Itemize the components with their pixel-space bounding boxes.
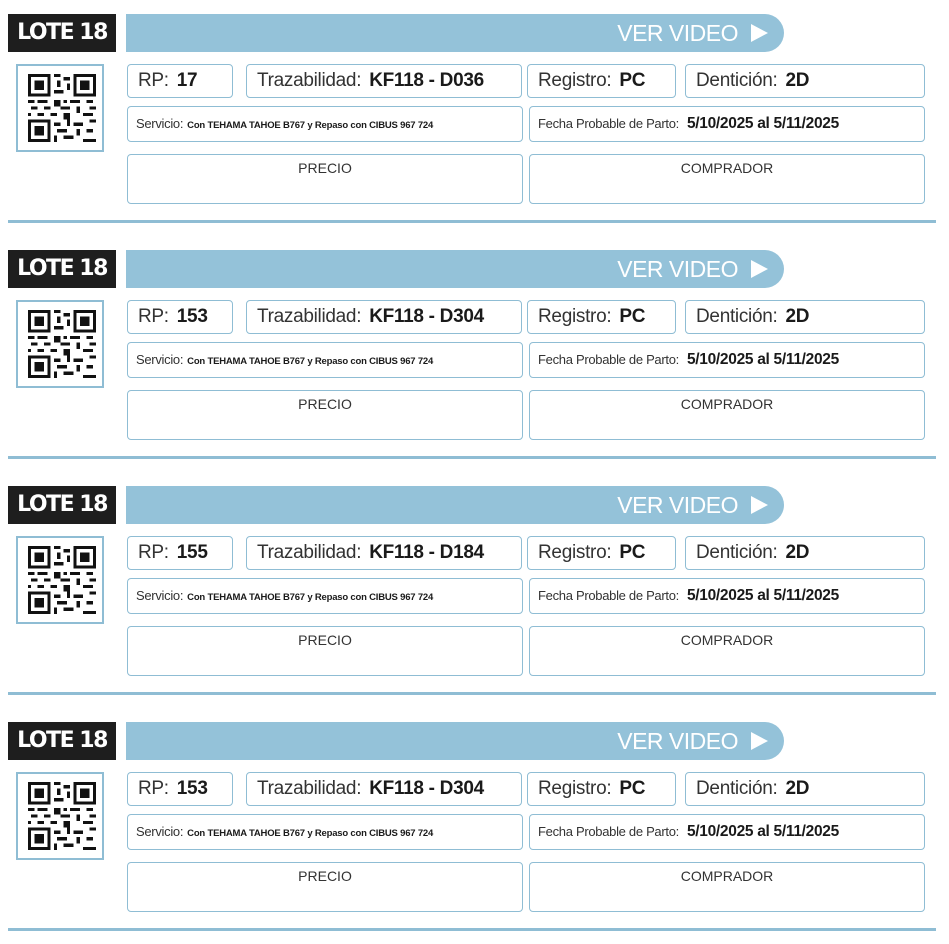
- lote-badge: LOTE 18: [8, 14, 116, 52]
- registro-value: PC: [619, 306, 646, 327]
- registro-value: PC: [619, 70, 646, 91]
- qr-code-icon[interactable]: [16, 536, 104, 624]
- trazabilidad-value: KF118 - D036: [369, 70, 484, 91]
- play-icon: [751, 732, 768, 750]
- servicio-field: [127, 814, 523, 850]
- registro-label: Registro:: [538, 542, 612, 563]
- servicio-value: Con TEHAMA TAHOE B767 y Repaso con CIBUS 967 724: [187, 592, 434, 603]
- denticion-label: Dentición:: [696, 70, 778, 91]
- ver-video-label: VER VIDEO: [617, 20, 738, 46]
- registro-field: [527, 64, 676, 98]
- rp-value: 17: [176, 70, 198, 91]
- trazabilidad-label: Trazabilidad:: [257, 778, 362, 799]
- precio-label: PRECIO: [298, 868, 352, 884]
- comprador-label: COMPRADOR: [680, 868, 774, 884]
- fecha-parto-label: Fecha Probable de Parto:: [538, 588, 679, 603]
- servicio-value: Con TEHAMA TAHOE B767 y Repaso con CIBUS 967 724: [187, 828, 434, 839]
- precio-label: PRECIO: [298, 160, 352, 176]
- comprador-label: COMPRADOR: [680, 160, 774, 176]
- ver-video-label: VER VIDEO: [617, 256, 738, 282]
- fecha-parto-field: [529, 814, 925, 850]
- registro-value: PC: [619, 542, 646, 563]
- lote-badge: LOTE 18: [8, 722, 116, 760]
- qr-code-icon[interactable]: [16, 300, 104, 388]
- trazabilidad-field: [246, 536, 522, 570]
- precio-box[interactable]: [127, 154, 523, 204]
- fecha-parto-field: [529, 342, 925, 378]
- servicio-field: [127, 106, 523, 142]
- fecha-parto-value: 5/10/2025 al 5/11/2025: [686, 823, 839, 840]
- registro-label: Registro:: [538, 778, 612, 799]
- rp-field: [127, 536, 233, 570]
- denticion-field: [685, 772, 925, 806]
- rp-label: RP:: [138, 306, 169, 327]
- denticion-field: [685, 300, 925, 334]
- comprador-box[interactable]: [529, 390, 925, 440]
- trazabilidad-label: Trazabilidad:: [257, 70, 362, 91]
- servicio-label: Servicio:: [136, 352, 184, 367]
- precio-box[interactable]: [127, 862, 523, 912]
- rp-field: [127, 300, 233, 334]
- denticion-value: 2D: [785, 542, 810, 563]
- servicio-label: Servicio:: [136, 824, 184, 839]
- divider: [8, 692, 936, 695]
- registro-value: PC: [619, 778, 646, 799]
- lote-badge: LOTE 18: [8, 486, 116, 524]
- trazabilidad-field: [246, 300, 522, 334]
- comprador-box[interactable]: [529, 154, 925, 204]
- lote-badge: LOTE 18: [8, 250, 116, 288]
- play-icon: [751, 260, 768, 278]
- divider: [8, 928, 936, 931]
- registro-label: Registro:: [538, 70, 612, 91]
- play-icon: [751, 496, 768, 514]
- rp-value: 153: [176, 778, 208, 799]
- rp-label: RP:: [138, 778, 169, 799]
- servicio-value: Con TEHAMA TAHOE B767 y Repaso con CIBUS 967 724: [187, 120, 434, 131]
- rp-value: 155: [176, 542, 208, 563]
- servicio-label: Servicio:: [136, 116, 184, 131]
- fecha-parto-label: Fecha Probable de Parto:: [538, 116, 679, 131]
- denticion-label: Dentición:: [696, 306, 778, 327]
- lot-card: [0, 472, 949, 708]
- denticion-label: Dentición:: [696, 778, 778, 799]
- comprador-box[interactable]: [529, 626, 925, 676]
- trazabilidad-label: Trazabilidad:: [257, 542, 362, 563]
- divider: [8, 220, 936, 223]
- fecha-parto-value: 5/10/2025 al 5/11/2025: [686, 115, 839, 132]
- denticion-field: [685, 536, 925, 570]
- servicio-label: Servicio:: [136, 588, 184, 603]
- denticion-value: 2D: [785, 306, 810, 327]
- denticion-value: 2D: [785, 778, 810, 799]
- trazabilidad-value: KF118 - D304: [369, 306, 484, 327]
- comprador-label: COMPRADOR: [680, 396, 774, 412]
- ver-video-label: VER VIDEO: [617, 492, 738, 518]
- qr-code-icon[interactable]: [16, 772, 104, 860]
- registro-field: [527, 536, 676, 570]
- servicio-field: [127, 578, 523, 614]
- denticion-label: Dentición:: [696, 542, 778, 563]
- denticion-value: 2D: [785, 70, 810, 91]
- rp-field: [127, 64, 233, 98]
- rp-field: [127, 772, 233, 806]
- lot-card: [0, 708, 949, 944]
- trazabilidad-field: [246, 64, 522, 98]
- rp-label: RP:: [138, 70, 169, 91]
- servicio-field: [127, 342, 523, 378]
- rp-value: 153: [176, 306, 208, 327]
- ver-video-button[interactable]: [126, 14, 784, 52]
- fecha-parto-label: Fecha Probable de Parto:: [538, 824, 679, 839]
- trazabilidad-field: [246, 772, 522, 806]
- fecha-parto-label: Fecha Probable de Parto:: [538, 352, 679, 367]
- precio-label: PRECIO: [298, 632, 352, 648]
- trazabilidad-value: KF118 - D304: [369, 778, 484, 799]
- precio-box[interactable]: [127, 626, 523, 676]
- lot-card: [0, 236, 949, 472]
- lot-card: [0, 0, 949, 236]
- precio-box[interactable]: [127, 390, 523, 440]
- divider: [8, 456, 936, 459]
- trazabilidad-value: KF118 - D184: [369, 542, 484, 563]
- fecha-parto-value: 5/10/2025 al 5/11/2025: [686, 587, 839, 604]
- registro-field: [527, 772, 676, 806]
- comprador-label: COMPRADOR: [680, 632, 774, 648]
- comprador-box[interactable]: [529, 862, 925, 912]
- ver-video-button[interactable]: [126, 722, 784, 760]
- play-icon: [751, 24, 768, 42]
- registro-field: [527, 300, 676, 334]
- registro-label: Registro:: [538, 306, 612, 327]
- rp-label: RP:: [138, 542, 169, 563]
- trazabilidad-label: Trazabilidad:: [257, 306, 362, 327]
- qr-code-icon[interactable]: [16, 64, 104, 152]
- fecha-parto-field: [529, 106, 925, 142]
- precio-label: PRECIO: [298, 396, 352, 412]
- ver-video-button[interactable]: [126, 486, 784, 524]
- ver-video-label: VER VIDEO: [617, 728, 738, 754]
- fecha-parto-value: 5/10/2025 al 5/11/2025: [686, 351, 839, 368]
- fecha-parto-field: [529, 578, 925, 614]
- servicio-value: Con TEHAMA TAHOE B767 y Repaso con CIBUS 967 724: [187, 356, 434, 367]
- ver-video-button[interactable]: [126, 250, 784, 288]
- denticion-field: [685, 64, 925, 98]
